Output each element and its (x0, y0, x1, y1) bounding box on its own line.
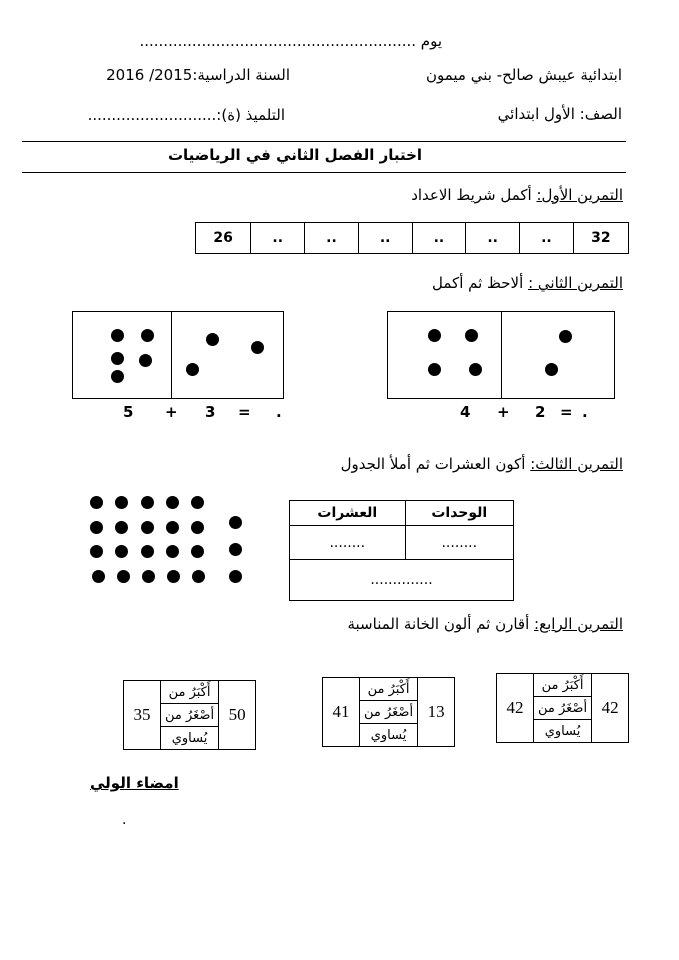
option-less[interactable]: أصْغَرُ من (161, 704, 219, 727)
student-name-field[interactable]: التلميذ (ة):........................... (87, 106, 285, 124)
compare-right-number: 13 (418, 678, 455, 747)
dot (191, 545, 204, 558)
comparison-box (322, 677, 455, 747)
dot (115, 496, 128, 509)
dot (141, 521, 154, 534)
compare-left-number: 41 (323, 678, 360, 747)
dot (465, 329, 478, 342)
comparison-box (496, 673, 629, 743)
option-greater[interactable]: أَكْبَرُ من (161, 681, 219, 704)
dot (167, 570, 180, 583)
strip-cell[interactable]: .. (412, 223, 466, 254)
dot (428, 329, 441, 342)
equation-left-equals: = (238, 403, 251, 421)
exercise4-instruction: أقارن ثم ألون الخانة المناسبة (347, 615, 530, 633)
strip-cell[interactable]: .. (251, 223, 305, 254)
tens-cell[interactable]: ........ (290, 526, 406, 560)
page-title: اختبار الفصل الثاني في الرياضيات (167, 146, 423, 164)
exercise4-label: التمرين الرابع: (534, 615, 623, 633)
title-top-rule (22, 141, 626, 142)
dot (191, 521, 204, 534)
strip-cell[interactable]: 32 (573, 223, 628, 254)
dot (115, 521, 128, 534)
comparison-box (123, 680, 256, 750)
strip-cell[interactable]: 26 (196, 223, 251, 254)
dot (559, 330, 572, 343)
school-year: السنة الدراسية:2015/ 2016 (106, 66, 290, 84)
equation-right-a: 4 (460, 403, 471, 421)
exercise3-label: التمرين الثالث: (530, 455, 623, 473)
dot (191, 496, 204, 509)
dot (206, 333, 219, 346)
exercise1-label: التمرين الأول: (536, 186, 623, 204)
dot (469, 363, 482, 376)
class-level: الصف: الأول ابتدائي (497, 105, 622, 123)
dot-box-right (387, 311, 615, 399)
option-less[interactable]: أصْغَرُ من (360, 701, 418, 724)
place-value-table (289, 500, 514, 601)
dot (166, 545, 179, 558)
dot (92, 570, 105, 583)
dot-box-divider (171, 312, 172, 398)
equation-left-a: 5 (123, 403, 134, 421)
exercise3-heading (341, 455, 623, 473)
dot (141, 496, 154, 509)
exercise4-heading (347, 615, 623, 633)
strip-cell[interactable]: .. (305, 223, 359, 254)
school-name: ابتدائية عيبش صالح- بني ميمون (425, 66, 622, 84)
dot (115, 545, 128, 558)
option-equal[interactable]: يُساوي (161, 727, 219, 750)
dot (141, 329, 154, 342)
signature-dot: . (122, 812, 127, 828)
exercise2-instruction: ألاحظ ثم أكمل (432, 274, 524, 292)
exercise2-label: التمرين الثاني : (528, 274, 623, 292)
dot (142, 570, 155, 583)
header-tens: العشرات (290, 501, 406, 526)
equation-right-b: 2 (535, 403, 546, 421)
exercise1-heading (411, 186, 623, 204)
equation-left-plus: + (165, 403, 178, 421)
day-line: يوم .......................................................... (139, 32, 442, 50)
dot (192, 570, 205, 583)
compare-right-number: 42 (592, 674, 629, 743)
dot (117, 570, 130, 583)
dot (111, 329, 124, 342)
total-cell[interactable]: .............. (290, 560, 514, 601)
equation-right-plus: + (497, 403, 510, 421)
dot (545, 363, 558, 376)
exercise2-heading (432, 274, 623, 292)
title-bottom-rule (22, 172, 626, 173)
number-strip (195, 222, 629, 254)
dot (166, 496, 179, 509)
dot (141, 545, 154, 558)
equation-left-result[interactable]: . (276, 403, 282, 421)
dot (428, 363, 441, 376)
strip-cell[interactable]: .. (520, 223, 574, 254)
dot (90, 545, 103, 558)
exercise3-instruction: أكون العشرات ثم أملأ الجدول (340, 455, 526, 473)
dot (166, 521, 179, 534)
option-less[interactable]: أصْغَرُ من (534, 697, 592, 720)
option-greater[interactable]: أَكْبَرُ من (534, 674, 592, 697)
dot (90, 496, 103, 509)
dot (229, 516, 242, 529)
compare-left-number: 42 (497, 674, 534, 743)
exercise1-instruction: أكمل شريط الاعداد (411, 186, 532, 204)
dot (90, 521, 103, 534)
option-equal[interactable]: يُساوي (534, 720, 592, 743)
option-equal[interactable]: يُساوي (360, 724, 418, 747)
dot-box-divider (501, 312, 502, 398)
strip-cell[interactable]: .. (358, 223, 412, 254)
parent-signature-label: امضاء الولي (90, 774, 179, 792)
dot (229, 543, 242, 556)
dot-grid (90, 496, 250, 586)
dot-box-left (72, 311, 284, 399)
equation-right-result[interactable]: . (582, 403, 588, 421)
strip-cell[interactable]: .. (466, 223, 520, 254)
compare-right-number: 50 (219, 681, 256, 750)
header-units: الوحدات (405, 501, 513, 526)
compare-left-number: 35 (124, 681, 161, 750)
dot (186, 363, 199, 376)
option-greater[interactable]: أَكْبَرُ من (360, 678, 418, 701)
dot (251, 341, 264, 354)
equation-left-b: 3 (205, 403, 216, 421)
equation-right-equals: = (560, 403, 573, 421)
dot (111, 352, 124, 365)
dot (229, 570, 242, 583)
dot (111, 370, 124, 383)
units-cell[interactable]: ........ (405, 526, 513, 560)
dot (139, 354, 152, 367)
